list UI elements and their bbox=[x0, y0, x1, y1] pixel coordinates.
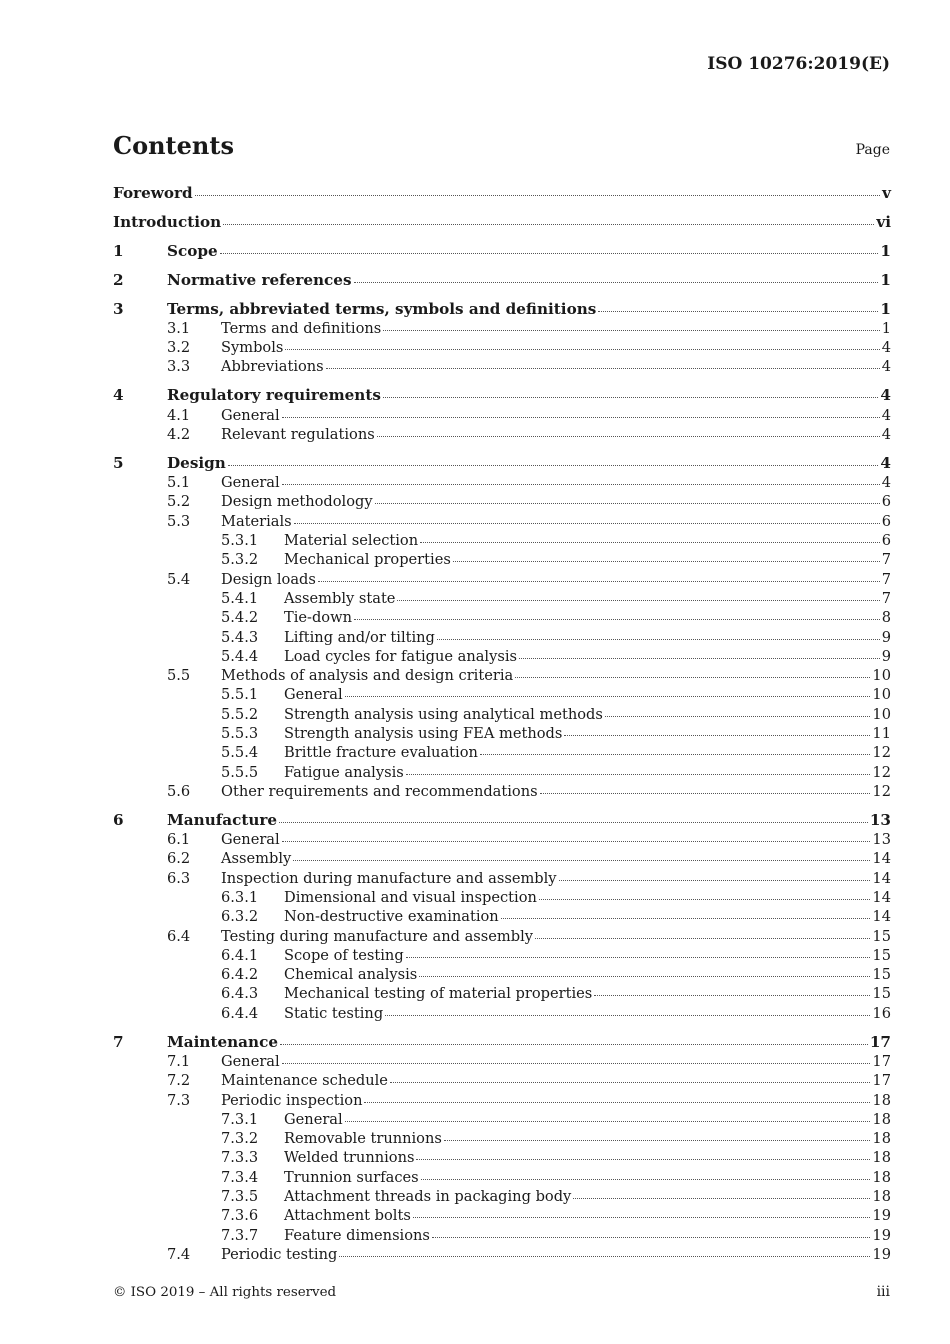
toc-entry-page: 13 bbox=[872, 831, 891, 849]
toc-entry-title: Mechanical properties bbox=[284, 551, 451, 569]
toc-entry-title: Methods of analysis and design criteria bbox=[221, 667, 514, 685]
toc-entry[interactable] bbox=[113, 242, 891, 261]
toc-entry-page: 13 bbox=[869, 810, 891, 829]
toc-entry-title: Lifting and/or tilting bbox=[284, 628, 435, 646]
dot-leader bbox=[501, 905, 871, 919]
toc-entry-number: 2 bbox=[113, 270, 124, 289]
toc-entry-title: General bbox=[284, 686, 343, 704]
toc-entry-number: 5.4.3 bbox=[221, 628, 259, 646]
toc-entry-page: 19 bbox=[872, 1245, 891, 1263]
toc-entry-number: 5.3 bbox=[167, 512, 191, 530]
toc-entry-number: 7.3.6 bbox=[221, 1207, 259, 1225]
dot-leader bbox=[364, 1089, 870, 1103]
dot-leader bbox=[480, 741, 871, 755]
toc-entry-page: 12 bbox=[872, 763, 891, 781]
dot-leader bbox=[282, 404, 880, 418]
dot-leader bbox=[539, 886, 871, 900]
toc-entry-page: 1 bbox=[880, 241, 891, 260]
dot-leader bbox=[573, 1185, 870, 1199]
toc-entry-title: Feature dimensions bbox=[284, 1226, 430, 1244]
toc-entry-page: 14 bbox=[872, 850, 891, 868]
toc-entry-number: 6.4.3 bbox=[221, 985, 259, 1003]
dot-leader bbox=[413, 1204, 871, 1218]
toc-entry-page: 9 bbox=[881, 647, 891, 665]
toc-entry-number: 5.4.1 bbox=[221, 589, 259, 607]
toc-entry-page: 4 bbox=[880, 453, 891, 472]
toc-entry-title: Design methodology bbox=[221, 493, 373, 511]
dot-leader bbox=[377, 423, 880, 437]
toc-entry-page: 4 bbox=[881, 358, 891, 376]
dot-leader bbox=[594, 982, 870, 996]
toc-entry-number: 6.4.1 bbox=[221, 946, 259, 964]
toc-entry-number: 4.2 bbox=[167, 425, 191, 443]
toc-entry-title: Maintenance bbox=[167, 1032, 278, 1051]
toc-entry-title: Design loads bbox=[221, 570, 316, 588]
toc-entry-title: Mechanical testing of material properties bbox=[284, 985, 593, 1003]
toc-entry-number: 6 bbox=[113, 810, 124, 829]
toc-entry-page: 14 bbox=[872, 888, 891, 906]
toc-entry-page: 17 bbox=[872, 1072, 891, 1090]
dot-leader bbox=[420, 529, 880, 543]
toc-entry-page: 7 bbox=[881, 589, 891, 607]
dot-leader bbox=[535, 925, 870, 939]
toc-entry-title: Strength analysis using FEA methods bbox=[284, 724, 563, 742]
toc-entry-number: 5.5.5 bbox=[221, 763, 259, 781]
dot-leader bbox=[515, 664, 870, 678]
toc-entry-page: 18 bbox=[872, 1168, 891, 1186]
toc-entry-title: Terms, abbreviated terms, symbols and definitions bbox=[167, 299, 597, 318]
dot-leader bbox=[345, 683, 871, 697]
toc-entry-title: Attachment bolts bbox=[284, 1207, 411, 1225]
toc-entry-title: Chemical analysis bbox=[284, 966, 418, 984]
dot-leader bbox=[390, 1069, 871, 1083]
toc-entry-number: 6.3 bbox=[167, 869, 191, 887]
toc-entry-page: 17 bbox=[872, 1052, 891, 1070]
toc-entry-number: 5.5 bbox=[167, 667, 191, 685]
toc-entry-page: 18 bbox=[872, 1130, 891, 1148]
toc-entry-title: Relevant regulations bbox=[221, 425, 375, 443]
toc-entry[interactable] bbox=[113, 1004, 891, 1023]
toc-entry-title: General bbox=[221, 474, 280, 492]
dot-leader bbox=[397, 587, 879, 601]
toc-entry-page: 1 bbox=[880, 270, 891, 289]
dot-leader bbox=[375, 490, 880, 504]
toc-entry-title: Brittle fracture evaluation bbox=[284, 744, 478, 762]
toc-entry-title: Static testing bbox=[284, 1004, 384, 1022]
dot-leader bbox=[406, 944, 871, 958]
toc-entry[interactable] bbox=[113, 357, 891, 376]
toc-entry-title: Other requirements and recommendations bbox=[221, 782, 538, 800]
toc-entry-title: Trunnion surfaces bbox=[284, 1168, 419, 1186]
toc-entry-number: 4.1 bbox=[167, 406, 191, 424]
toc-entry-number: 6.3.2 bbox=[221, 908, 259, 926]
dot-leader bbox=[416, 1146, 870, 1160]
toc-entry-number: 7.3.7 bbox=[221, 1226, 259, 1244]
dot-leader bbox=[220, 240, 879, 254]
dot-leader bbox=[605, 703, 871, 717]
toc-entry-title: Fatigue analysis bbox=[284, 763, 404, 781]
toc-entry-page: 19 bbox=[872, 1226, 891, 1244]
toc-entry-number: 6.4.2 bbox=[221, 966, 259, 984]
toc-entry-number: 5.4 bbox=[167, 570, 191, 588]
dot-leader bbox=[421, 1166, 871, 1180]
dot-leader bbox=[345, 1108, 871, 1122]
toc-entry-number: 7.3 bbox=[167, 1091, 191, 1109]
page-title: Contents bbox=[113, 131, 234, 160]
toc-entry-number: 3.2 bbox=[167, 339, 191, 357]
toc-entry-title: Material selection bbox=[284, 532, 419, 550]
toc-entry-page: 10 bbox=[872, 686, 891, 704]
toc-entry-number: 7.3.2 bbox=[221, 1130, 259, 1148]
dot-leader bbox=[318, 568, 880, 582]
dot-leader bbox=[419, 963, 870, 977]
toc-entry-number: 3 bbox=[113, 299, 124, 318]
dot-leader bbox=[406, 761, 871, 775]
toc-entry-page: 15 bbox=[872, 946, 891, 964]
toc-entry-title: Periodic testing bbox=[221, 1245, 338, 1263]
dot-leader bbox=[453, 548, 880, 562]
toc-entry-page: 1 bbox=[880, 299, 891, 318]
toc-entry-page: 1 bbox=[881, 319, 891, 337]
toc-entry-number: 7 bbox=[113, 1032, 124, 1051]
dot-leader bbox=[519, 645, 880, 659]
dot-leader bbox=[195, 182, 881, 196]
toc-entry-page: 18 bbox=[872, 1188, 891, 1205]
toc-entry-title: Removable trunnions bbox=[284, 1130, 442, 1148]
toc-entry-number: 3.1 bbox=[167, 319, 191, 337]
toc-entry-page: 15 bbox=[872, 966, 891, 984]
toc-entry-page: 10 bbox=[872, 667, 891, 685]
toc-entry-page: v bbox=[882, 184, 891, 202]
toc-entry-title: Attachment threads in packaging body bbox=[284, 1188, 572, 1205]
toc-entry-page: 18 bbox=[872, 1149, 891, 1167]
toc-entry-number: 5.4.2 bbox=[221, 609, 259, 627]
toc-entry-page: 16 bbox=[872, 1004, 891, 1022]
toc-entry-number: 5.5.1 bbox=[221, 686, 259, 704]
toc-entry-number: 1 bbox=[113, 241, 124, 260]
toc-entry-title: Non-destructive examination bbox=[284, 908, 499, 926]
toc-entry-page: 12 bbox=[872, 744, 891, 762]
toc-entry[interactable] bbox=[113, 1245, 891, 1264]
toc-entry-title: Assembly bbox=[221, 850, 292, 868]
toc-entry-title: Symbols bbox=[221, 339, 284, 357]
toc-entry-number: 4 bbox=[113, 386, 124, 405]
toc-entry-page: 12 bbox=[872, 782, 891, 800]
dot-leader bbox=[282, 1050, 871, 1064]
toc-entry-number: 6.1 bbox=[167, 831, 191, 849]
toc-entry-number: 5.5.4 bbox=[221, 744, 259, 762]
toc-entry-page: 4 bbox=[881, 339, 891, 357]
toc-entry[interactable] bbox=[113, 782, 891, 801]
dot-leader bbox=[432, 1224, 871, 1238]
toc-entry-page: 6 bbox=[881, 532, 891, 550]
toc-entry-number: 3.3 bbox=[167, 358, 191, 376]
toc-entry-title: Periodic inspection bbox=[221, 1091, 363, 1109]
toc-entry-number: 5 bbox=[113, 453, 124, 472]
toc-entry-title: Normative references bbox=[167, 270, 352, 289]
toc-entry-page: 4 bbox=[881, 425, 891, 443]
dot-leader bbox=[282, 828, 871, 842]
toc-entry-page: 8 bbox=[881, 609, 891, 627]
toc-entry-page: 18 bbox=[872, 1091, 891, 1109]
toc-entry-title: General bbox=[221, 406, 280, 424]
toc-entry-number: 6.4 bbox=[167, 927, 191, 945]
toc-entry-title: Inspection during manufacture and assembly bbox=[221, 869, 557, 887]
page-number: iii bbox=[876, 1284, 890, 1300]
toc-entry-number: 5.3.1 bbox=[221, 532, 259, 550]
toc-entry-title: General bbox=[221, 831, 280, 849]
toc-entry-number: 5.5.2 bbox=[221, 705, 259, 723]
toc-entry-page: 11 bbox=[872, 724, 891, 742]
dot-leader bbox=[280, 1031, 868, 1045]
toc-entry-page: 15 bbox=[872, 927, 891, 945]
toc-entry-page: 17 bbox=[869, 1032, 891, 1051]
toc-entry-title: Materials bbox=[221, 512, 292, 530]
toc-entry-title: Assembly state bbox=[284, 589, 396, 607]
dot-leader bbox=[444, 1127, 871, 1141]
toc-entry-page: 15 bbox=[872, 985, 891, 1003]
dot-leader bbox=[383, 317, 879, 331]
dot-leader bbox=[285, 336, 879, 350]
dot-leader bbox=[228, 452, 879, 466]
toc-entry-number: 7.3.1 bbox=[221, 1110, 259, 1128]
dot-leader bbox=[598, 298, 878, 312]
dot-leader bbox=[564, 722, 870, 736]
toc-entry-number: 5.4.4 bbox=[221, 647, 259, 665]
toc-entry-title: Dimensional and visual inspection bbox=[284, 888, 537, 906]
dot-leader bbox=[559, 867, 871, 881]
toc-entry-number: 5.1 bbox=[167, 474, 191, 492]
toc-entry-number: 5.3.2 bbox=[221, 551, 259, 569]
toc-entry-title: Testing during manufacture and assembly bbox=[221, 927, 534, 945]
toc-entry-page: 4 bbox=[881, 406, 891, 424]
toc-entry-number: 6.4.4 bbox=[221, 1004, 259, 1022]
toc-entry-title: Maintenance schedule bbox=[221, 1072, 388, 1090]
dot-leader bbox=[354, 269, 879, 283]
toc-entry-page: 6 bbox=[881, 512, 891, 530]
toc-entry-title: Scope of testing bbox=[284, 946, 404, 964]
toc-entry-page: vi bbox=[876, 212, 891, 231]
toc-entry-number: 6.2 bbox=[167, 850, 191, 868]
dot-leader bbox=[540, 780, 871, 794]
toc-entry-number: 5.2 bbox=[167, 493, 191, 511]
dot-leader bbox=[293, 847, 870, 861]
toc-entry-page: 7 bbox=[881, 551, 891, 569]
dot-leader bbox=[326, 355, 880, 369]
toc-entry[interactable] bbox=[113, 213, 891, 232]
dot-leader bbox=[282, 471, 880, 485]
table-of-contents bbox=[113, 184, 891, 1264]
toc-entry-page: 4 bbox=[880, 386, 891, 405]
toc-entry-number: 7.3.5 bbox=[221, 1188, 259, 1205]
toc-entry-title: Abbreviations bbox=[221, 358, 324, 376]
toc-entry-number: 7.3.3 bbox=[221, 1149, 259, 1167]
dot-leader bbox=[437, 626, 880, 640]
toc-entry-title: Strength analysis using analytical methods bbox=[284, 705, 603, 723]
toc-entry[interactable] bbox=[113, 271, 891, 290]
document-id: ISO 10276:2019(E) bbox=[707, 54, 890, 74]
toc-entry-number: 5.6 bbox=[167, 782, 191, 800]
toc-entry-number: 5.5.3 bbox=[221, 724, 259, 742]
toc-entry-title: Scope bbox=[167, 241, 218, 260]
toc-entry[interactable] bbox=[113, 184, 891, 203]
toc-entry-title: Manufacture bbox=[167, 810, 278, 829]
dot-leader bbox=[339, 1243, 870, 1257]
toc-entry-title: Load cycles for fatigue analysis bbox=[284, 647, 517, 665]
toc-entry-title: Foreword bbox=[113, 184, 193, 202]
toc-entry-number: 6.3.1 bbox=[221, 888, 259, 906]
toc-entry-page: 14 bbox=[872, 908, 891, 926]
toc-entry-title: Terms and definitions bbox=[221, 319, 382, 337]
toc-entry-title: Design bbox=[167, 453, 226, 472]
page-column-label: Page bbox=[855, 142, 890, 158]
dot-leader bbox=[383, 384, 879, 398]
toc-entry-page: 7 bbox=[881, 570, 891, 588]
toc-entry-number: 7.4 bbox=[167, 1245, 191, 1263]
toc-entry-title: General bbox=[221, 1052, 280, 1070]
toc-entry-title: Regulatory requirements bbox=[167, 386, 381, 405]
toc-entry-number: 7.2 bbox=[167, 1072, 191, 1090]
dot-leader bbox=[279, 809, 868, 823]
dot-leader bbox=[294, 510, 880, 524]
toc-entry[interactable] bbox=[113, 425, 891, 444]
toc-entry-page: 14 bbox=[872, 869, 891, 887]
toc-entry-page: 18 bbox=[872, 1110, 891, 1128]
copyright-notice: © ISO 2019 – All rights reserved bbox=[113, 1285, 337, 1300]
toc-entry-title: Introduction bbox=[113, 212, 222, 231]
toc-entry-title: Welded trunnions bbox=[284, 1149, 415, 1167]
toc-entry-page: 4 bbox=[881, 474, 891, 492]
dot-leader bbox=[223, 211, 874, 225]
toc-entry-title: Tie-down bbox=[284, 609, 352, 627]
toc-entry-page: 9 bbox=[881, 628, 891, 646]
dot-leader bbox=[385, 1002, 870, 1016]
toc-entry-number: 7.3.4 bbox=[221, 1168, 259, 1186]
toc-entry-page: 10 bbox=[872, 705, 891, 723]
toc-entry-title: General bbox=[284, 1110, 343, 1128]
toc-entry-number: 7.1 bbox=[167, 1052, 191, 1070]
toc-entry-page: 19 bbox=[872, 1207, 891, 1225]
toc-entry-page: 6 bbox=[881, 493, 891, 511]
dot-leader bbox=[354, 606, 880, 620]
